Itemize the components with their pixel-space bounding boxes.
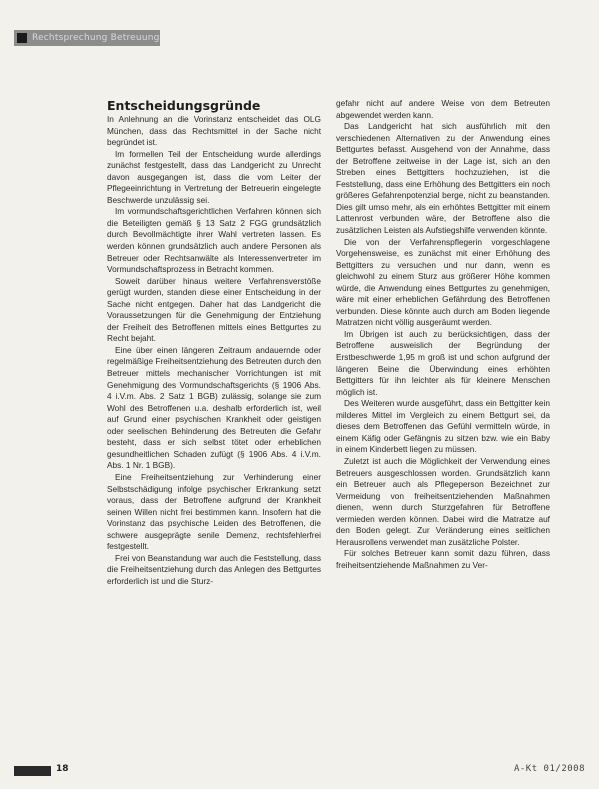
section-marker-square-icon (17, 33, 27, 43)
paragraph: Das Landgericht hat sich ausführlich mit den verschiedenen Alternativen zu der Anwendung eines Bettgurtes befasst. Ausgehend von der Annahme, dass der Betroffene zeitweise in der Lage ist, sich an den Streben eines Bettgitters hochzuziehen, ist die Feststellung, dass eine Erhöhung des Bettgitters ein noch größeres Gefahrenpotenzial berge, nicht zu beanstanden. Dies gilt umso mehr, als ein erhöhtes Bettgitter mit einem Lattenrost verbunden wäre, der Betroffene also die zusätzlichen Leisten als Aufstiegshilfe verwenden könnte. (336, 121, 550, 236)
paragraph: Frei von Beanstandung war auch die Feststellung, dass die Freiheitsentziehung durch das Anlegen des Bettgurtes erforderlich ist und die Sturz- (107, 552, 321, 586)
footer-bar (14, 766, 51, 776)
issue-label: A-Kt 01/2008 (513, 764, 585, 774)
paragraph: Im Übrigen ist auch zu berücksichtigen, dass der Betroffene ausweislich der Begründung der Erstbeschwerde 1,95 m groß ist und schon aufgrund der längeren Beine die Überwindung eines erhöhten Bettgitters für ihn leichter als für kleinere Menschen möglich ist. (336, 328, 550, 397)
paragraph: gefahr nicht auf andere Weise von dem Betreuten abgewendet werden kann. (336, 98, 550, 120)
paragraph: Im vormundschaftsgerichtlichen Verfahren können sich die Beteiligten gemäß § 13 Satz 2 FGG grundsätzlich durch Bevollmächtigte ihrer Wahl vertreten lassen. Es werden können grundsätzlich auch andere Personen als Betreuer oder Rechtsanwälte als Interessenvertreter im Vormundschaftsprozess in Betracht kommen. (107, 206, 321, 275)
text-column-right (336, 98, 550, 571)
article-heading: Entscheidungsgründe (107, 98, 261, 113)
paragraph: Zuletzt ist auch die Möglichkeit der Verwendung eines Betreuers ausgeschlossen worden. Grundsätzlich kann ein Betreuer auch als Pflegeperson Bezeichnet zur Vermeidung von freiheitsentziehenden Maßnahmen dienen, wenn durch Sturzgefahren für Betroffene vermieden werden können. Dabei wird die Matratze auf den Boden gelegt. Zur Veränderung eines seitlichen Herausrollens verwendet man zusätzliche Polster. (336, 455, 550, 547)
paragraph: Eine über einen längeren Zeitraum andauernde oder regelmäßige Freiheitsentziehung des Betreuten durch den Betreuer mittels mechanischer Vorrichtungen ist mit Genehmigung des Vormundschaftsgerichts (§ 1906 Abs. 4 i.V.m. Abs. 2 Satz 1 BGB) zulässig, solange sie zum Wohl des Betroffenen u.a. deshalb erforderlich ist, weil auf Grund einer psychischen Krankheit oder geistigen oder seelischen Behinderung des Betreuten die Gefahr besteht, dass er sich selbst tötet oder erheblichen gesundheitlichen Schaden zufügt (§ 1906 Abs. 4 i.V.m. Abs. 1 Nr. 1 BGB). (107, 344, 322, 471)
paragraph: Im formellen Teil der Entscheidung wurde allerdings zunächst festgestellt, dass das Landgericht zu Unrecht davon ausgegangen ist, dass die vom Leiter der Pflegeeinrichtung in Vertretung der Betreuerin eingelegte Beschwerde unzulässig sei. (107, 148, 321, 205)
paragraph: In Anlehnung an die Vorinstanz entscheidet das OLG München, dass das Rechtsmittel in der Sache nicht begründet ist. (107, 114, 321, 148)
text-column-left (107, 98, 321, 587)
paragraph: Soweit darüber hinaus weitere Verfahrensverstöße gerügt wurden, standen diese einer Entscheidung in der Sache nicht entgegen. Daher hat das Landgericht die Voraussetzungen für die Genehmigung der Entziehung der Freiheit des Betroffenen mittels eines Bettgurtes zu Recht bejaht. (107, 275, 321, 344)
paragraph: Die von der Verfahrenspflegerin vorgeschlagene Vorgehensweise, es zunächst mit einer Erhöhung des Bettgitters zu versuchen und nur dann, wenn es gleichwohl zu einem Sturz aus größerer Höhe kommen würde, die Anwendung eines Bettgurtes zu genehmigen, wäre mit einer erheblichen Gefährdung des Betroffenen verbunden. Diese könnte auch durch am Boden liegende Matratzen nicht völlig ausgeräumt werden. (336, 236, 550, 328)
section-label: Rechtsprechung Betreuung (32, 33, 160, 43)
paragraph: Für solches Betreuer kann somit dazu führen, dass freiheitsentziehende Maßnahmen zu Ver- (336, 548, 550, 570)
section-header-bar (14, 30, 160, 46)
paragraph: Eine Freiheitsentziehung zur Verhinderung einer Selbstschädigung infolge psychischer Erkrankung setzt voraus, dass der Betroffene aufgrund der Krankheit seinen Willen nicht frei bestimmen kann. Insofern hat die Vorinstanz das psychische Leiden des Betroffenen, die schwere ausgeprägte senile Demenz, rechtsfehlerfrei festgestellt. (107, 471, 321, 552)
page-number: 18 (56, 764, 69, 774)
paragraph: Des Weiteren wurde ausgeführt, dass ein Bettgitter kein milderes Mittel im Vergleich zu einem Bettgurt sei, da dieses dem Betroffenen das Gefühl vermitteln würde, in einem Käfig oder Gefängnis zu sitzen bzw. wie ein Baby in einem Kinderbett liegen zu müssen. (336, 398, 550, 455)
